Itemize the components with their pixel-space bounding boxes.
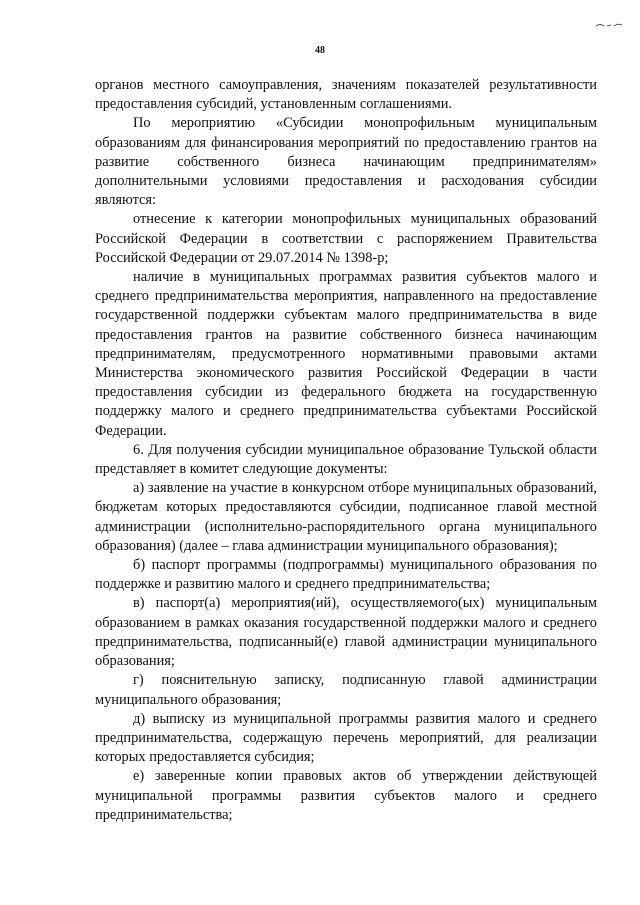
paragraph-additional-conditions: По мероприятию «Субсидии монопрофильным муниципальным образованиям для финансирования мероприятий по предоставлению грантов на развитие собственного бизнеса начинающим предпринимателям» дополнительными условиями предоставления и расходования субсидии являются:: [95, 115, 597, 209]
list-item-a: а) заявление на участие в конкурсном отборе муниципальных образований, бюджетам которых предоставляются субсидии, подписанное главой местной администрации (исполнительно-распорядительного органа муниципального образования) (далее – глава администрации муниципального образования);: [95, 480, 597, 554]
paragraph-condition-programs: наличие в муниципальных программах развития субъектов малого и среднего предпринимательства мероприятия, направленного на предоставление государственной поддержки субъектам малого предпринимательства в виде предоставления грантов на развитие собственного бизнеса начинающим предпринимателям, предусмотренного нормативными правовыми актами Министерства экономического развития Российской Федерации в части предоставления субсидии из федерального бюджета на государственную поддержку малого и среднего предпринимательства субъектами Российской Федерации.: [95, 269, 597, 439]
list-item-e: е) заверенные копии правовых актов об утверждении действующей муниципальной программы развития субъектов малого и среднего предпринимательства;: [95, 768, 597, 823]
page-number: 48: [315, 45, 325, 56]
body-text: [95, 76, 597, 825]
corner-stamp-mark: [595, 22, 623, 28]
list-item-d: д) выписку из муниципальной программы развития малого и среднего предпринимательства, содержащую перечень мероприятий, для реализации которых предоставляется субсидия;: [95, 710, 597, 766]
list-item-v: в) паспорт(а) мероприятия(ий), осуществляемого(ых) муниципальным образованием в рамках оказания государственной поддержки малого и среднего предпринимательства, подписанный(е) главой администрации муниципального образования;: [95, 595, 597, 670]
paragraph-condition-monoprofile: отнесение к категории монопрофильных муниципальных образований Российской Федерации в соответствии с распоряжением Правительства Российской Федерации от 29.07.2014 № 1398-р;: [95, 211, 597, 266]
paragraph-continuation: органов местного самоуправления, значениям показателей результативности предоставления субсидий, установленным соглашениями.: [95, 77, 597, 113]
paragraph-section-6: 6. Для получения субсидии муниципальное образование Тульской области представляет в комитет следующие документы:: [95, 441, 597, 478]
list-item-b: б) паспорт программы (подпрограммы) муниципального образования по поддержке и развитию малого и среднего предпринимательства;: [95, 557, 597, 593]
list-item-g: г) пояснительную записку, подписанную главой администрации муниципального образования;: [95, 672, 597, 708]
